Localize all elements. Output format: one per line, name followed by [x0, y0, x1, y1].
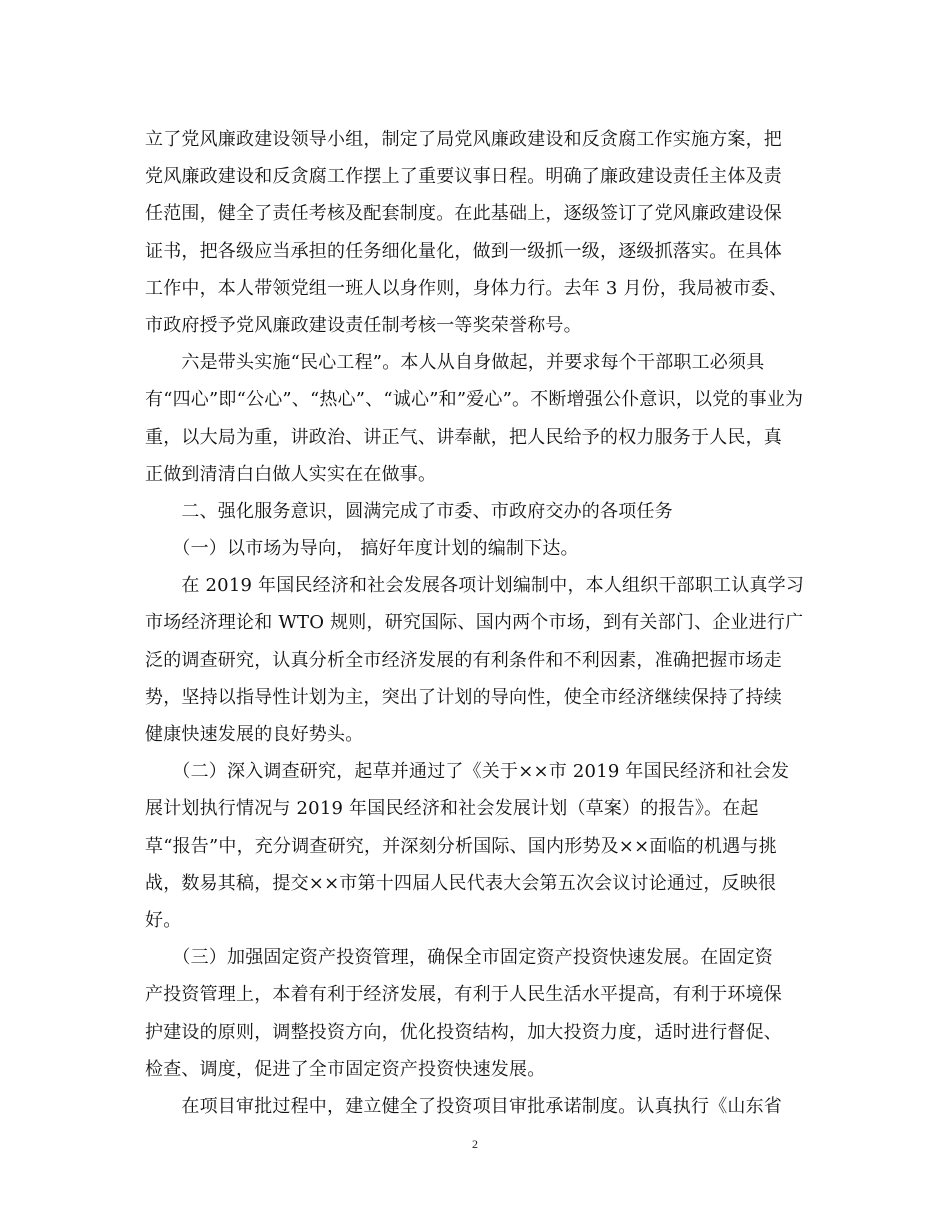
text-line: 证书，把各级应当承担的任务细化量化，做到一级抓一级，逐级抓落实。在具体 [145, 240, 782, 262]
text-line: 任范围，健全了责任考核及配套制度。在此基础上，逐级签订了党风廉政建设保 [145, 203, 782, 225]
text-line: 展计划执行情况与 2019 年国民经济和社会发展计划（草案）的报告》。在起 [145, 798, 759, 820]
subsection-heading: （一）以市场为导向， 搞好年度计划的编制下达。 [145, 538, 579, 560]
section-heading: 二、强化服务意识，圆满完成了市委、市政府交办的各项任务 [145, 500, 673, 522]
text-line: 市政府授予党风廉政建设责任制考核一等奖荣誉称号。 [145, 314, 582, 336]
text-line: 在 2019 年国民经济和社会发展各项计划编制中，本人组织干部职工认真学习 [145, 575, 805, 597]
page-number: 2 [472, 1137, 478, 1151]
text-line: 健康快速发展的良好势头。 [145, 724, 364, 745]
text-line: 检查、调度，促进了全市固定资产投资快速发展。 [145, 1058, 546, 1080]
text-line: 势，坚持以指导性计划为主，突出了计划的导向性，使全市经济继续保持了持续 [145, 686, 782, 708]
text-line: 草“报告”中，充分调查研究，并深刻分析国际、国内形势及××面临的机遇与挑 [145, 835, 777, 857]
text-line: 护建设的原则，调整投资方向，优化投资结构，加大投资力度，适时进行督促、 [145, 1021, 782, 1043]
text-line: 党风廉政建设和反贪腐工作摆上了重要议事日程。明确了廉政建设责任主体及责 [145, 166, 782, 188]
text-line: 立了党风廉政建设领导小组，制定了局党风廉政建设和反贪腐工作实施方案，把 [145, 129, 782, 150]
text-line: 六是带头实施“民心工程”。本人从自身做起，并要求每个干部职工必须具 [145, 352, 765, 374]
text-line: 工作中，本人带领党组一班人以身作则，身体力行。去年 3 月份，我局被市委、 [145, 277, 788, 299]
document-body [145, 121, 805, 1125]
text-line: 产投资管理上，本着有利于经济发展，有利于人民生活水平提高，有利于环境保 [145, 984, 782, 1006]
text-line: 有“四心”即“公心”、“热心”、“诚心”和”爱心”。不断增强公仆意识，以党的事业为 [145, 389, 804, 411]
text-line: （三）加强固定资产投资管理，确保全市固定资产投资快速发展。在固定资 [145, 947, 773, 969]
text-line: 泛的调查研究，认真分析全市经济发展的有利条件和不利因素，准确把握市场走 [145, 649, 782, 671]
text-line: 战，数易其稿，提交××市第十四届人民代表大会第五次会议讨论通过，反映很 [145, 872, 777, 894]
text-line: 好。 [145, 909, 182, 931]
text-line: 正做到清清白白做人实实在在做事。 [145, 463, 437, 485]
text-line: 重，以大局为重，讲政治、讲正气、讲奉献，把人民给予的权力服务于人民，真 [145, 426, 782, 448]
text-line: 市场经济理论和 WTO 规则，研究国际、国内两个市场，到有关部门、企业进行广 [145, 612, 804, 634]
text-line: （二）深入调查研究，起草并通过了《关于××市 2019 年国民经济和社会发 [145, 761, 790, 783]
text-line: 在项目审批过程中，建立健全了投资项目审批承诺制度。认真执行《山东省 [145, 1095, 782, 1117]
